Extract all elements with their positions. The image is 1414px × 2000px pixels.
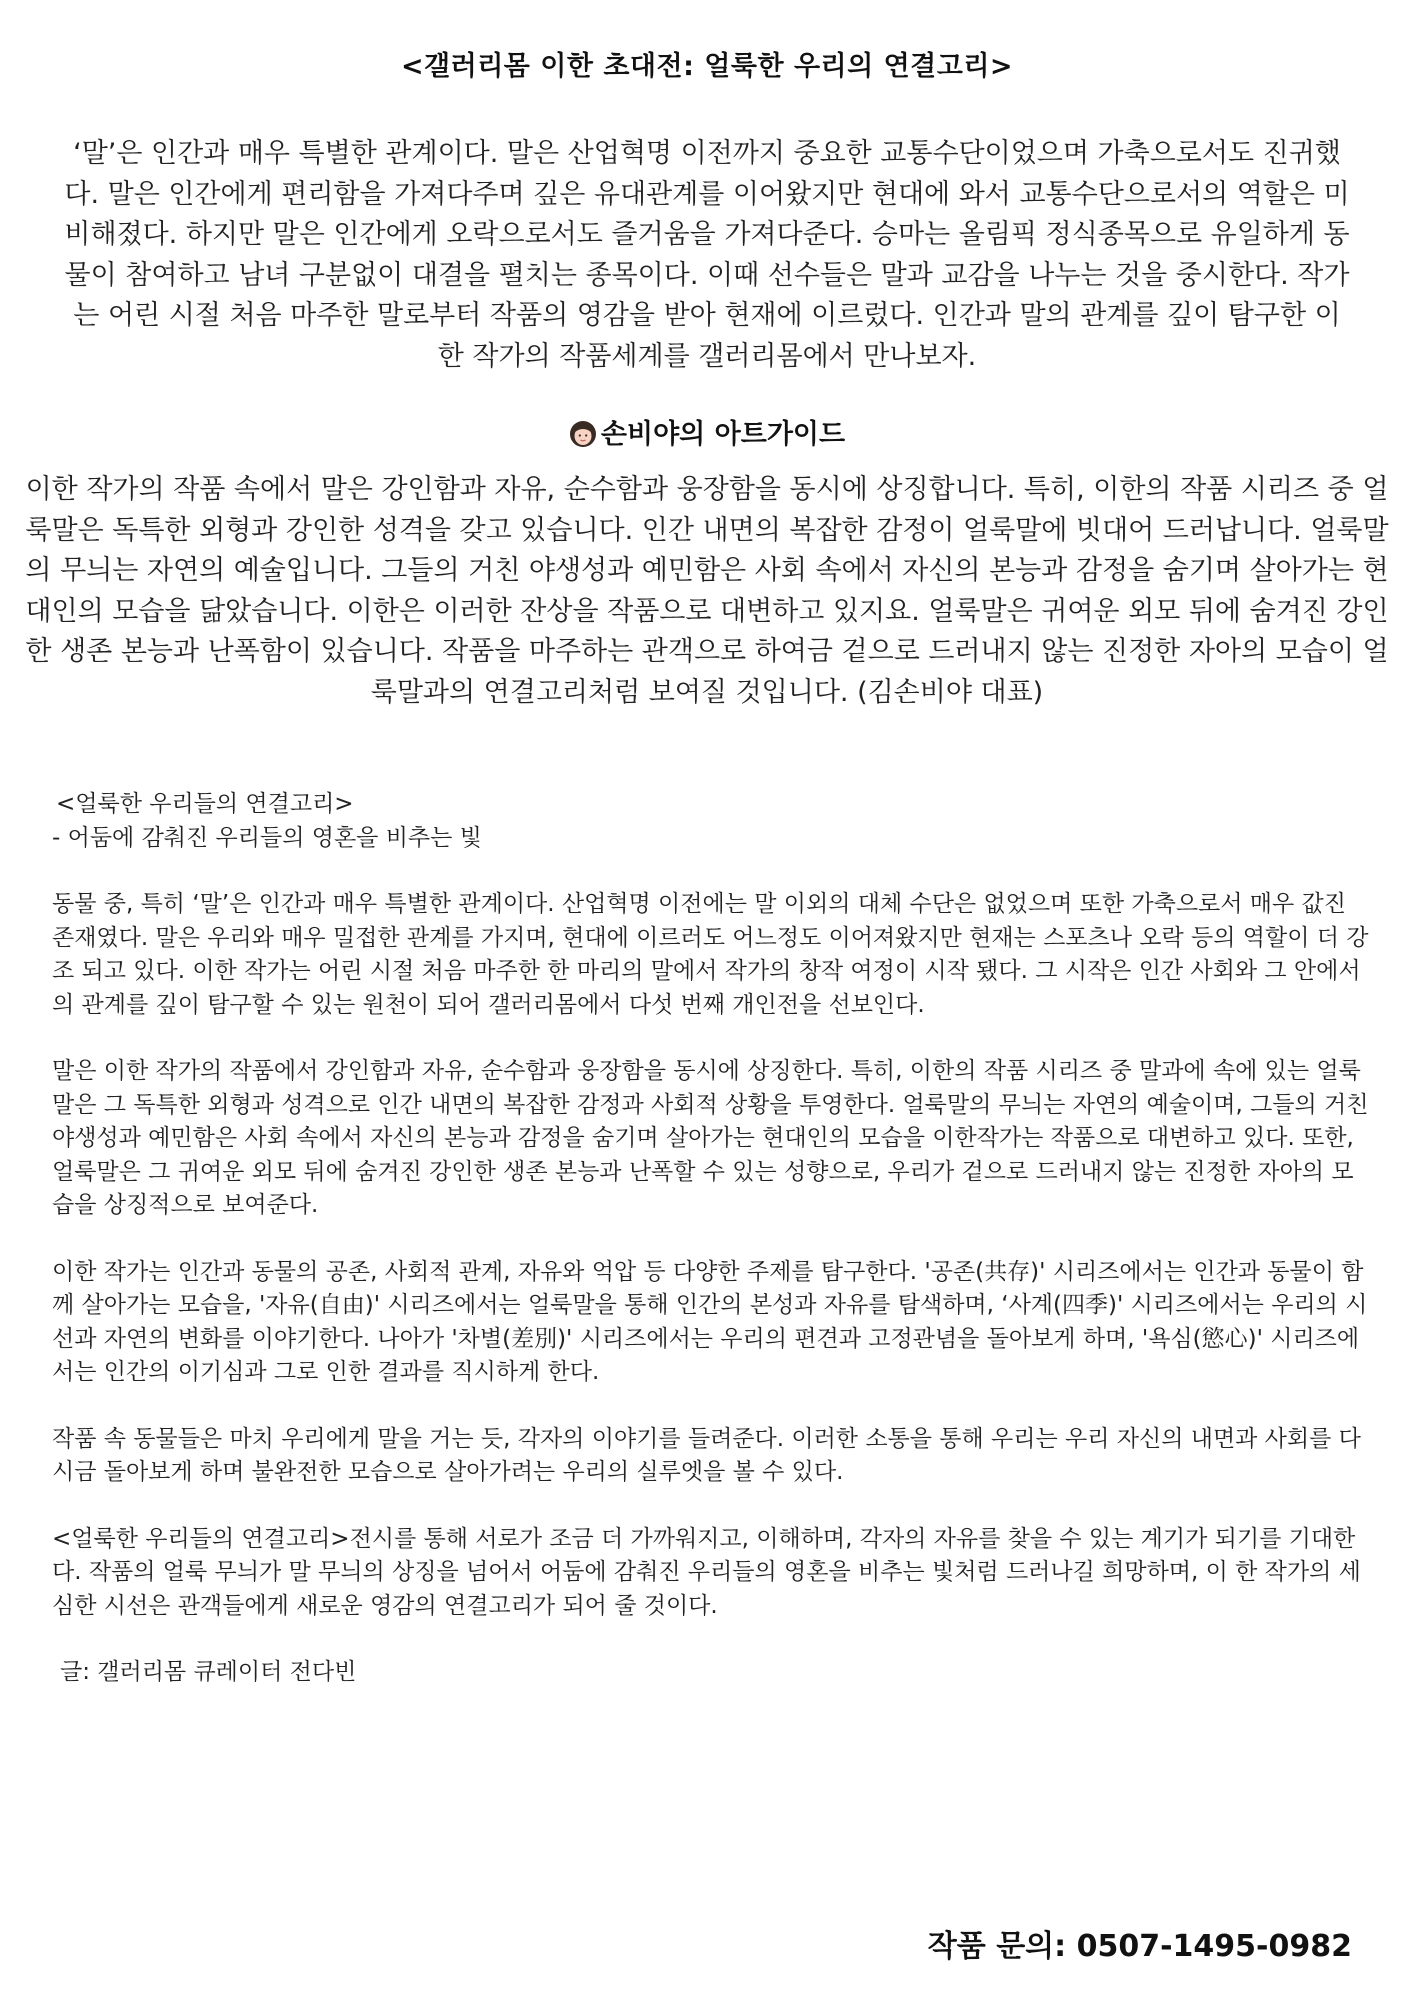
author-credit: 글: 갤러리몸 큐레이터 전다빈 [60,1659,357,1685]
body-paragraph-4: 작품 속 동물들은 마치 우리에게 말을 거는 듯, 각자의 이야기를 들려준다. 이러한 소통을 통해 우리는 우리 자신의 내면과 사회를 다시금 돌아보게 하며 불완전한 모습으로 살아가려는 우리의 실루엣을 볼 수 있다. [52,1425,1361,1485]
intro-paragraph: ‘말’은 인간과 매우 특별한 관계이다. 말은 산업혁명 이전까지 중요한 교통수단이었으며 가축으로서도 진귀했다. 말은 인간에게 편리함을 가져다주며 깊은 유대관계를 이어왔지만 현대에 와서 교통수단으로서의 역할은 미비해졌다. 하지만 말은 인간에게 오락으로서도 즐거움을 가져다준다. 승마는 올림픽 정식종목으로 유일하게 동물이 참여하고 남녀 구분없이 대결을 펼치는 종목이다. 이때 선수들은 말과 교감을 나누는 것을 중시한다. 작가는 어린 시절 처음 마주한 말로부터 작품의 영감을 받아 현재에 이르렀다. 인간과 말의 관계를 깊이 탐구한 이한 작가의 작품세계를 갤러리몸에서 만나보자. [64,138,1350,372]
art-guide-heading [0,412,1414,451]
art-guide-heading-text: 손비야의 아트가이드 [600,419,846,450]
art-guide-paragraph: 이한 작가의 작품 속에서 말은 강인함과 자유, 순수함과 웅장함을 동시에 상징합니다. 특히, 이한의 작품 시리즈 중 얼룩말은 독특한 외형과 강인한 성격을 갖고 있습니다. 인간 내면의 복잡한 감정이 얼룩말에 빗대어 드러납니다. 얼룩말의 무늬는 자연의 예술입니다. 그들의 거친 야생성과 예민함은 사회 속에서 자신의 본능과 감정을 숨기며 살아가는 현대인의 모습을 닮았습니다. 이한은 이러한 잔상을 작품으로 대변하고 있지요. 얼룩말은 귀여운 외모 뒤에 숨겨진 강인한 생존 본능과 난폭함이 있습니다. 작품을 마주하는 관객으로 하여금 겉으로 드러내지 않는 진정한 자아의 모습이 얼룩말과의 연결고리처럼 보여질 것입니다. (김손비야 대표) [25,474,1389,708]
woman-face-icon [569,420,597,448]
section-title: <얼룩한 우리들의 연결고리> [56,791,354,817]
body-paragraph-5: <얼룩한 우리들의 연결고리>전시를 통해 서로가 조금 더 가까워지고, 이해하며, 각자의 자유를 찾을 수 있는 계기가 되기를 기대한다. 작품의 얼룩 무늬가 말 무늬의 상징을 넘어서 어둠에 감춰진 우리들의 영혼을 비추는 빛처럼 드러나길 희망하며, 이 한 작가의 세심한 시선은 관객들에게 새로운 영감의 연결고리가 되어 줄 것이다. [52,1525,1361,1619]
article-body [52,788,1372,1690]
exhibition-title: <갤러리몸 이한 초대전: 얼룩한 우리의 연결고리> [400,51,1014,82]
body-paragraph-1: 동물 중, 특히 ‘말’은 인간과 매우 특별한 관계이다. 산업혁명 이전에는 말 이외의 대체 수단은 없었으며 또한 가축으로서 매우 값진 존재였다. 말은 우리와 매우 밀접한 관계를 가지며, 현대에 이르러도 어느정도 이어져왔지만 현재는 스포츠나 오락 등의 역할이 더 강조 되고 있다. 이한 작가는 어린 시절 처음 마주한 한 마리의 말에서 작가의 창작 여정이 시작 됐다. 그 시작은 인간 사회와 그 안에서의 관계를 깊이 탐구할 수 있는 원천이 되어 갤러리몸에서 다섯 번째 개인전을 선보인다. [52,891,1369,1018]
section-subtitle: - 어둠에 감춰진 우리들의 영혼을 비추는 빛 [52,824,482,851]
contact-phone: 작품 문의: 0507-1495-0982 [927,1929,1352,1964]
body-paragraph-2: 말은 이한 작가의 작품에서 강인함과 자유, 순수함과 웅장함을 동시에 상징한다. 특히, 이한의 작품 시리즈 중 말과에 속에 있는 얼룩말은 그 독특한 외형과 성격으로 인간 내면의 복잡한 감정과 사회적 상황을 투영한다. 얼룩말의 무늬는 자연의 예술이며, 그들의 거친 야생성과 예민함은 사회 속에서 자신의 본능과 감정을 숨기며 살아가는 현대인의 모습을 이한작가는 작품으로 대변하고 있다. 또한, 얼룩말은 그 귀여운 외모 뒤에 숨겨진 강인한 생존 본능과 난폭할 수 있는 성향으로, 우리가 겉으로 드러내지 않는 진정한 자아의 모습을 상징적으로 보여준다. [52,1058,1369,1218]
body-paragraph-3: 이한 작가는 인간과 동물의 공존, 사회적 관계, 자유와 억압 등 다양한 주제를 탐구한다. '공존(共存)' 시리즈에서는 인간과 동물이 함께 살아가는 모습을, '자유(自由)' 시리즈에서는 얼룩말을 통해 인간의 본성과 자유를 탐색하며, ‘사계(四季)' 시리즈에서는 우리의 시선과 자연의 변화를 이야기한다. 나아가 '차별(差別)' 시리즈에서는 우리의 편견과 고정관념을 돌아보게 하며, '욕심(慾心)' 시리즈에서는 인간의 이기심과 그로 인한 결과를 직시하게 한다. [52,1258,1368,1385]
